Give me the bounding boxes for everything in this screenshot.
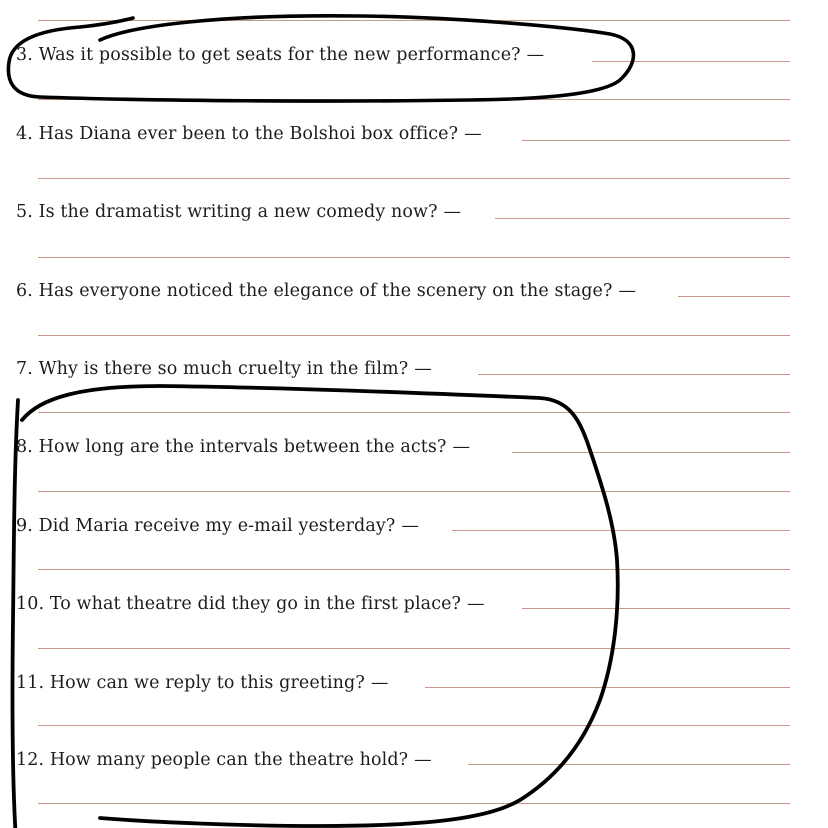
answer-line	[38, 491, 790, 492]
question-number: 12.	[16, 750, 45, 770]
answer-line	[38, 803, 790, 804]
question-text: Is the dramatist writing a new comedy now?	[38, 202, 438, 222]
answer-line	[38, 257, 790, 258]
question-8	[16, 436, 470, 458]
question-text: To what theatre did they go in the first place?	[49, 594, 462, 614]
question-number: 3.	[16, 45, 33, 65]
question-number: 7.	[16, 359, 33, 379]
question-number: 6.	[16, 281, 33, 301]
question-dash: —	[414, 750, 432, 770]
question-number: 11.	[16, 673, 45, 693]
answer-line-short	[678, 296, 790, 297]
answer-line	[38, 569, 790, 570]
answer-line	[38, 412, 790, 413]
answer-line-short	[512, 452, 790, 453]
answer-line	[38, 725, 790, 726]
question-dash: —	[414, 359, 432, 379]
question-9	[16, 515, 419, 537]
question-7	[16, 358, 432, 380]
answer-line-short	[468, 764, 790, 765]
answer-line	[38, 99, 790, 100]
question-dash: —	[401, 516, 419, 536]
question-5	[16, 201, 461, 223]
question-text: How can we reply to this greeting?	[49, 673, 365, 693]
question-12	[16, 749, 432, 771]
question-dash: —	[452, 437, 471, 457]
answer-line	[38, 20, 790, 21]
question-dash: —	[464, 124, 482, 144]
question-11	[16, 672, 388, 694]
question-text: How long are the intervals between the acts?	[38, 437, 447, 457]
answer-line	[38, 178, 790, 179]
question-dash: —	[370, 673, 389, 693]
question-dash: —	[526, 45, 545, 65]
question-10	[16, 593, 485, 615]
question-4	[16, 123, 482, 145]
question-dash: —	[618, 281, 637, 301]
question-text: Did Maria receive my e-mail yesterday?	[38, 516, 396, 536]
question-text: How many people can the theatre hold?	[49, 750, 409, 770]
answer-line-short	[425, 687, 790, 688]
question-text: Was it possible to get seats for the new performance?	[38, 45, 521, 65]
answer-line	[38, 648, 790, 649]
question-number: 5.	[16, 202, 33, 222]
question-text: Why is there so much cruelty in the film?	[38, 359, 409, 379]
question-text: Has everyone noticed the elegance of the scenery on the stage?	[38, 281, 613, 301]
question-dash: —	[467, 594, 485, 614]
answer-line-short	[522, 608, 790, 609]
answer-line-short	[495, 218, 790, 219]
question-dash: —	[443, 202, 462, 222]
question-3	[16, 44, 544, 66]
question-number: 10.	[16, 594, 45, 614]
answer-line-short	[522, 140, 790, 141]
question-text: Has Diana ever been to the Bolshoi box office?	[38, 124, 459, 144]
answer-line-short	[592, 61, 790, 62]
question-6	[16, 280, 636, 302]
question-number: 9.	[16, 516, 33, 536]
answer-line-short	[478, 374, 790, 375]
question-number: 8.	[16, 437, 33, 457]
answer-line-short	[452, 530, 790, 531]
answer-line	[38, 335, 790, 336]
question-number: 4.	[16, 124, 33, 144]
